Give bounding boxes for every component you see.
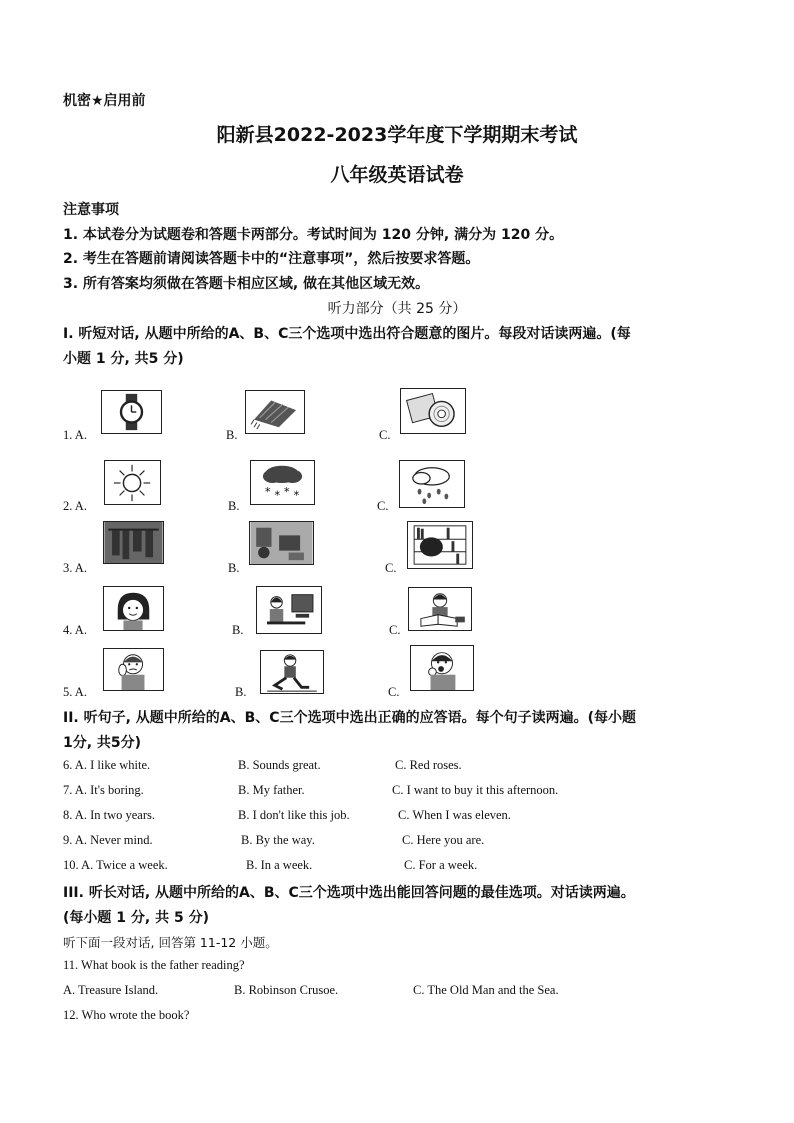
q12-question: 12. Who wrote the book? — [63, 1008, 190, 1022]
part2-instruction-line2: 1分, 共5分) — [63, 735, 142, 751]
q4-label-b: B. — [232, 623, 244, 637]
snow-cloud-icon — [250, 460, 315, 505]
notice-heading: 注意事项 — [63, 202, 119, 218]
q11-option-a: A. Treasure Island. — [63, 983, 159, 997]
notice-item-1: 1. 本试卷分为试题卷和答题卡两部分。考试时间为 120 分钟, 满分为 120 分。 — [63, 227, 564, 243]
svg-text:*: * — [274, 488, 281, 503]
exam-title: 阳新县2022-2023学年度下学期期末考试 — [216, 124, 578, 146]
q9-option-a: 9. A. Never mind. — [63, 833, 153, 847]
q2-label-b: B. — [228, 499, 240, 513]
girl-face-icon — [103, 586, 164, 631]
rain-cloud-icon — [399, 460, 465, 508]
sun-icon — [104, 460, 161, 505]
q9-option-c: C. Here you are. — [402, 833, 485, 847]
q10-option-c: C. For a week. — [404, 858, 478, 872]
q3-label-a: 3. A. — [63, 561, 87, 575]
q5-label-a: 5. A. — [63, 685, 87, 699]
boy-reading-icon — [408, 587, 472, 631]
notice-item-3: 3. 所有答案均须做在答题卡相应区域, 做在其他区域无效。 — [63, 276, 430, 292]
svg-text:*: * — [264, 484, 271, 499]
q3-label-b: B. — [228, 561, 240, 575]
clothes-shop-icon — [103, 521, 164, 564]
q4-label-a: 4. A. — [63, 623, 87, 637]
q1-label-b: B. — [226, 428, 238, 442]
part2-instruction-line1: II. 听句子, 从题中所给的A、B、C三个选项中选出正确的应答语。每个句子读两遍。(每小题 — [63, 710, 636, 726]
q7-option-a: 7. A. It's boring. — [63, 783, 144, 797]
q6-option-b: B. Sounds great. — [238, 758, 321, 772]
boy-computer-icon — [256, 586, 322, 634]
part3-instruction-line1: III. 听长对话, 从题中所给的A、B、C三个选项中选出能回答问题的最佳选项。对话读两遍。 — [63, 885, 635, 901]
q10-option-a: 10. A. Twice a week. — [63, 858, 168, 872]
q6-option-a: 6. A. I like white. — [63, 758, 151, 772]
part3-lead: 听下面一段对话, 回答第 11-12 小题。 — [63, 935, 278, 950]
q5-label-b: B. — [235, 685, 247, 699]
q1-label-a: 1. A. — [63, 428, 87, 442]
q1-label-c: C. — [379, 428, 391, 442]
q3-label-c: C. — [385, 561, 397, 575]
scarf-icon — [245, 390, 305, 434]
coughing-man-icon — [410, 645, 474, 691]
part1-instruction-line1: I. 听短对话, 从题中所给的A、B、C三个选项中选出符合题意的图片。每段对话读两遍。(每 — [63, 326, 631, 342]
q6-option-c: C. Red roses. — [395, 758, 462, 772]
watch-icon — [101, 390, 162, 434]
q8-option-a: 8. A. In two years. — [63, 808, 155, 822]
q7-option-c: C. I want to buy it this afternoon. — [392, 783, 559, 797]
messy-room-icon — [249, 521, 314, 565]
q11-option-c: C. The Old Man and the Sea. — [413, 983, 559, 997]
svg-text:*: * — [283, 484, 290, 499]
bookshelf-icon — [407, 521, 473, 569]
exam-subtitle: 八年级英语试卷 — [330, 164, 464, 186]
q8-option-b: B. I don't like this job. — [238, 808, 350, 822]
q4-label-c: C. — [389, 623, 401, 637]
hurt-leg-boy-icon — [260, 650, 324, 694]
q8-option-c: C. When I was eleven. — [398, 808, 511, 822]
part3-instruction-line2: (每小题 1 分, 共 5 分) — [63, 910, 209, 926]
q10-option-b: B. In a week. — [246, 858, 313, 872]
q5-label-c: C. — [388, 685, 400, 699]
q11-question: 11. What book is the father reading? — [63, 958, 245, 972]
listening-heading: 听力部分（共 25 分） — [327, 301, 467, 317]
q11-option-b: B. Robinson Crusoe. — [234, 983, 339, 997]
confidential-mark: 机密★启用前 — [63, 93, 146, 109]
toothache-boy-icon — [103, 648, 164, 691]
q7-option-b: B. My father. — [238, 783, 305, 797]
part1-instruction-line2: 小题 1 分, 共5 分) — [63, 351, 184, 367]
svg-text:*: * — [293, 488, 300, 503]
notice-item-2: 2. 考生在答题前请阅读答题卡中的“注意事项”，然后按要求答题。 — [63, 251, 480, 267]
q2-label-c: C. — [377, 499, 389, 513]
q2-label-a: 2. A. — [63, 499, 87, 513]
q9-option-b: B. By the way. — [241, 833, 315, 847]
cd-disc-icon — [400, 388, 466, 434]
